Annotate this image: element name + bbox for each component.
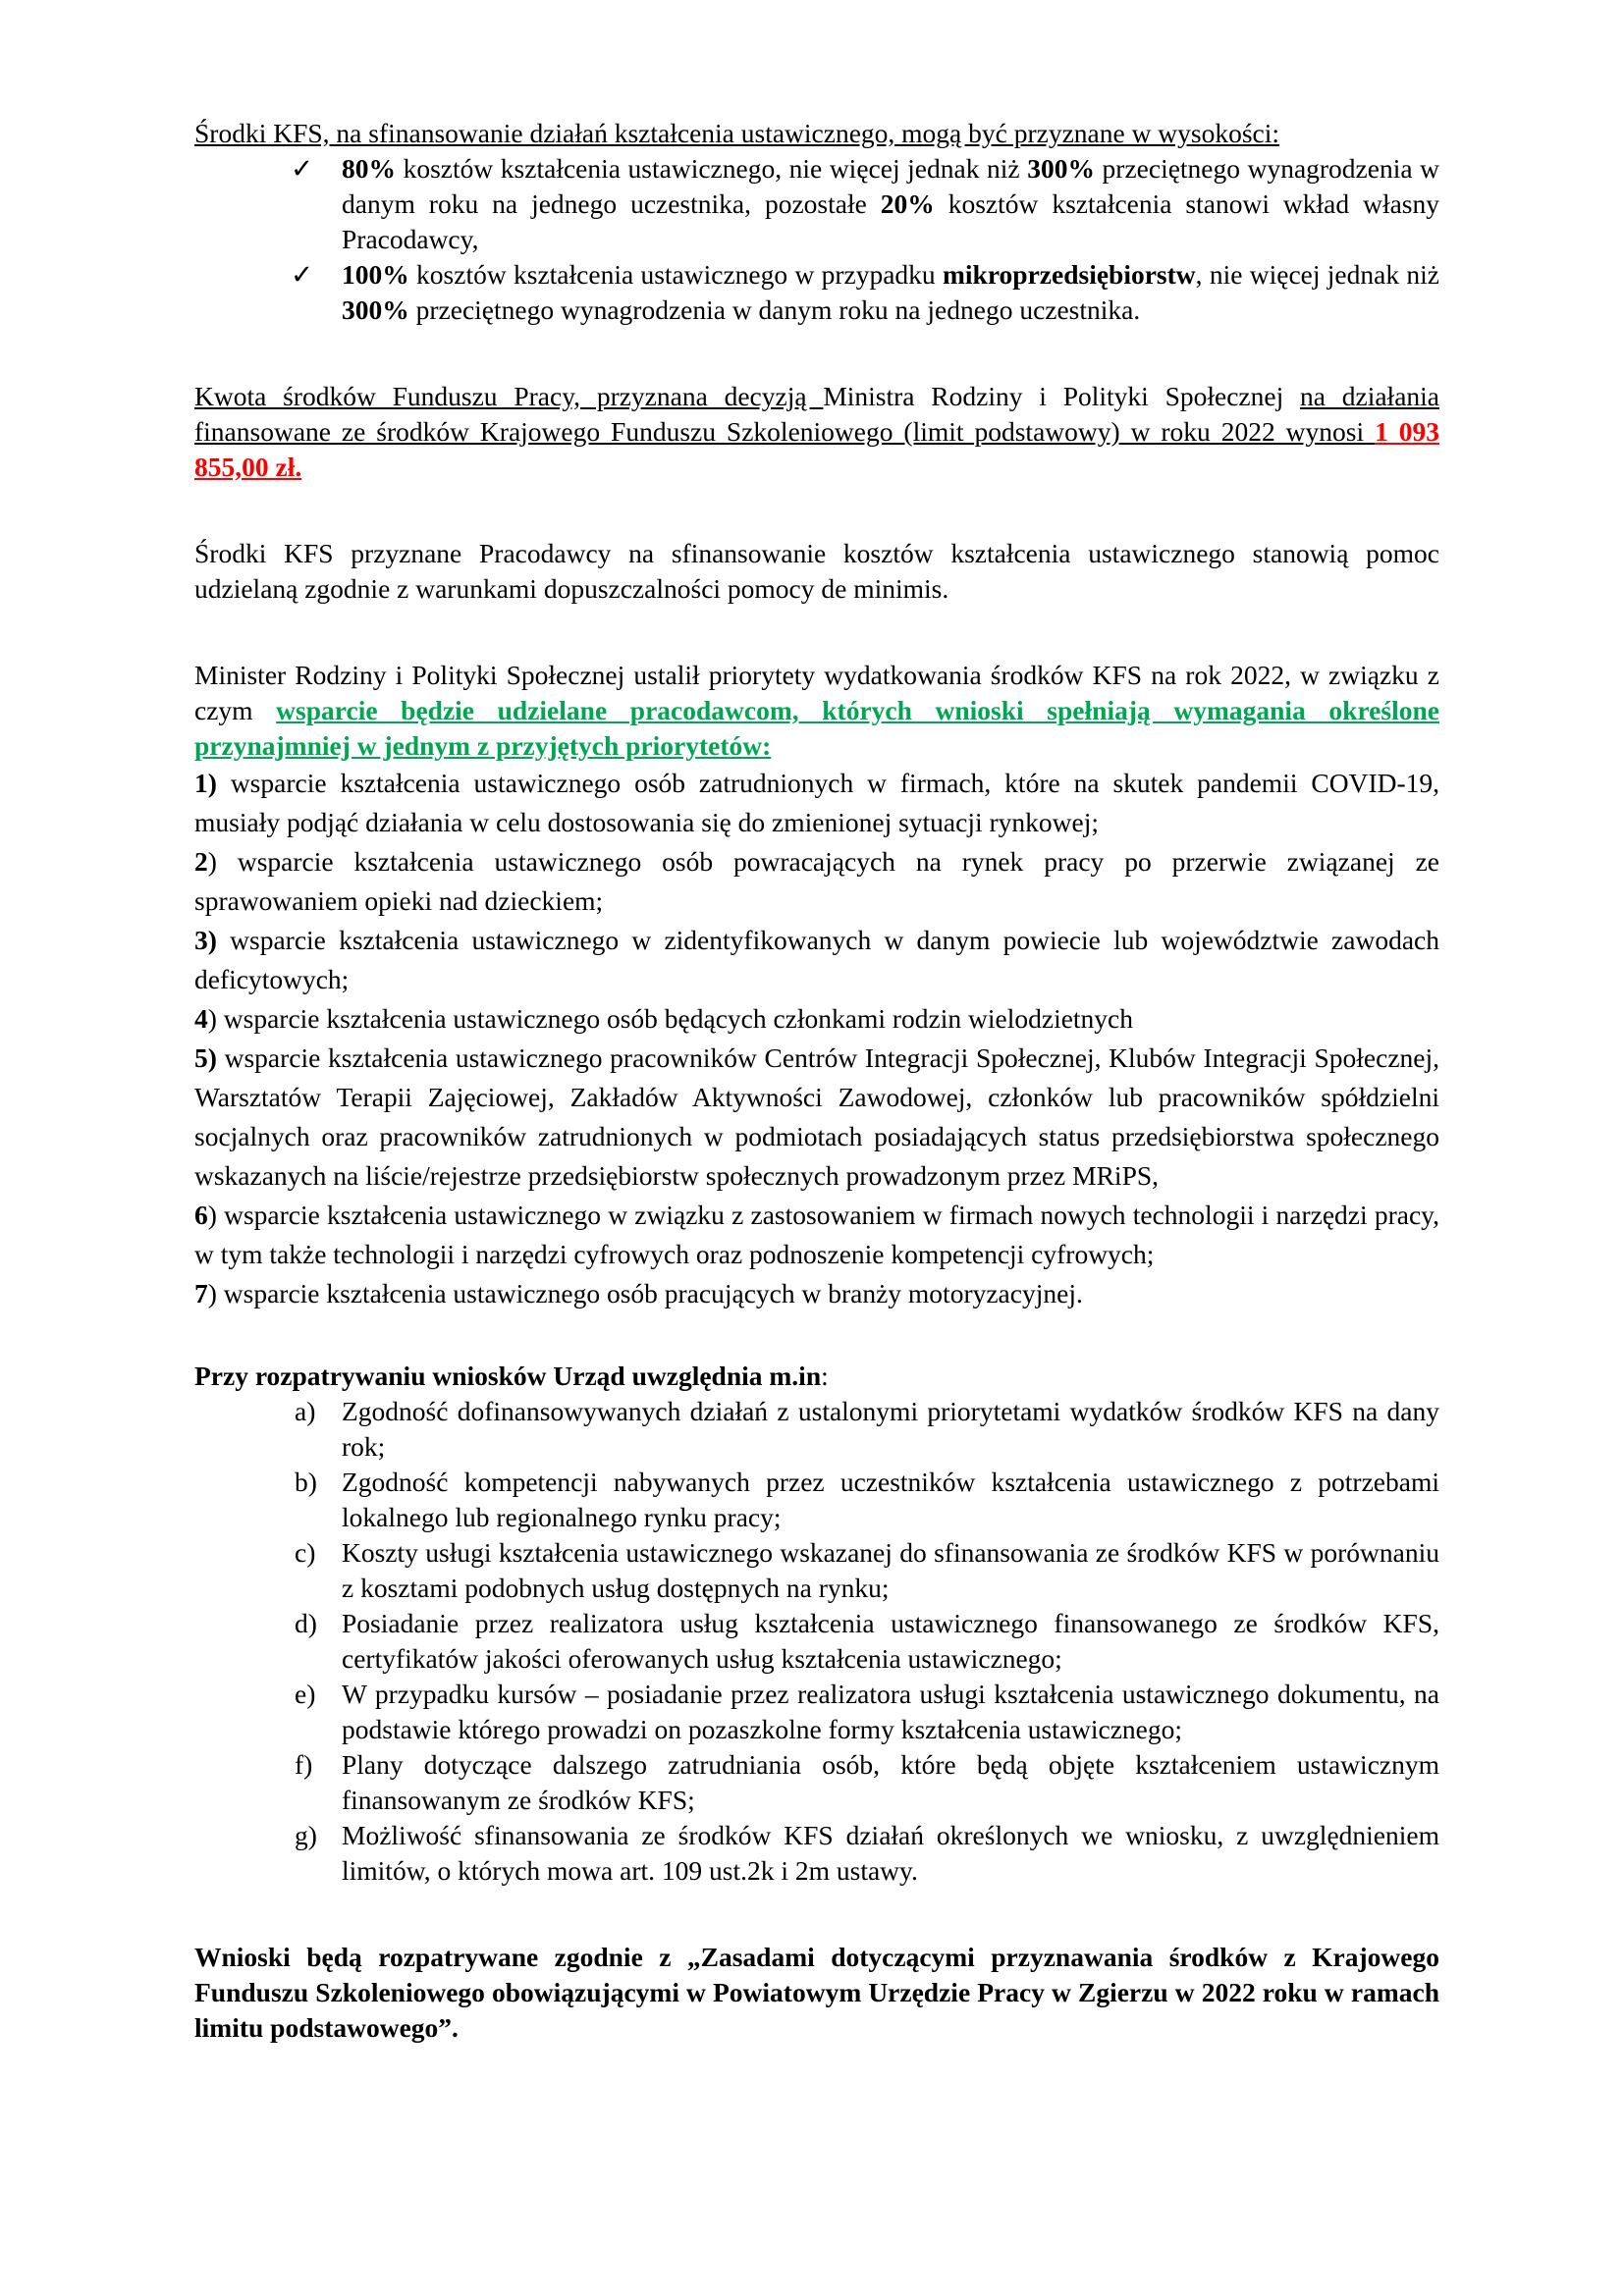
checkmark-icon: ✓	[291, 153, 314, 184]
priority-item: 6) wsparcie kształcenia ustawicznego w związku z zastosowaniem w firmach nowych technologii i narzędzi pracy, w tym także technologii i narzędzi cyfrowych oraz podnoszenie kompetencji cyfrowych;	[194, 1200, 1439, 1269]
priority-item: 5) wsparcie kształcenia ustawicznego pracowników Centrów Integracji Społecznej, Klubów Integracji Społecznej, Warsztatów Terapii Zajęciowej, Zakładów Aktywności Zawodowej, członków lub pracowników spółdzielni socjalnych oraz pracowników zatrudnionych w podmiotach posiadających status przedsiębiorstwa społecznego wskazanych na liście/rejestrze przedsiębiorstw społecznych prowadzonym przez MRiPS,	[194, 1042, 1439, 1191]
fund-amount-value: 1 093 855,00 zł.	[194, 416, 1440, 482]
funding-level-item: ✓ 80% kosztów kształcenia ustawicznego, nie więcej jednak niż 300% przeciętnego wynagrodzenia w danym roku na jednego uczestnika, pozostałe 20% kosztów kształcenia stanowi wkład własny Pracodawcy,	[291, 153, 1440, 254]
criteria-item: f) Plany dotyczące dalszego zatrudniania osób, które będą objęte kształceniem ustawicznym finansowanym ze środków KFS;	[295, 1749, 1439, 1815]
priority-item: 1) wsparcie kształcenia ustawicznego osób zatrudnionych w firmach, które na skutek pandemii COVID-19, musiały podjąć działania w celu dostosowania się do zmienionej sytuacji rynkowej;	[194, 768, 1439, 837]
criteria-list	[194, 1394, 1439, 1889]
criteria-item: d) Posiadanie przez realizatora usług kształcenia ustawicznego finansowanego ze środków KFS, certyfikatów jakości oferowanych usług kształcenia ustawicznego;	[295, 1608, 1439, 1674]
funding-level-item: ✓ 100% kosztów kształcenia ustawicznego w przypadku mikroprzedsiębiorstw, nie więcej jednak niż 300% przeciętnego wynagrodzenia w danym roku na jednego uczestnika.	[291, 259, 1439, 325]
criteria-item: g) Możliwość sfinansowania ze środków KFS działań określonych we wniosku, z uwzględnieniem limitów, o których mowa art. 109 ust.2k i 2m ustawy.	[295, 1820, 1439, 1886]
document-page	[194, 116, 1439, 2046]
funding-intro: Środki KFS, na sfinansowanie działań kształcenia ustawicznego, mogą być przyznane w wysokości:	[194, 118, 1280, 148]
criteria-item: c) Koszty usługi kształcenia ustawicznego wskazanej do sfinansowania ze środków KFS w porównaniu z kosztami podobnych usług dostępnych na rynku;	[295, 1537, 1439, 1603]
priorities-intro: Minister Rodziny i Polityki Społecznej ustalił priorytety wydatkowania środków KFS na rok 2022, w związku z czym wsparcie będzie udzielane pracodawcom, których wnioski spełniają wymagania określone przynajmniej w jednym z przyjętych priorytetów:	[194, 660, 1439, 761]
priority-item: 7) wsparcie kształcenia ustawicznego osób pracujących w branży motoryzacyjnej.	[194, 1278, 1083, 1308]
criteria-item: a) Zgodność dofinansowywanych działań z ustalonymi priorytetami wydatków środków KFS na dany rok;	[295, 1396, 1439, 1462]
funding-levels-list	[194, 151, 1439, 328]
de-minimis-paragraph: Środki KFS przyznane Pracodawcy na sfinansowanie kosztów kształcenia ustawicznego stanowią pomoc udzielaną zgodnie z warunkami dopuszczalności pomocy de minimis.	[194, 538, 1439, 604]
priority-item: 2) wsparcie kształcenia ustawicznego osób powracających na rynek pracy po przerwie związanej ze sprawowaniem opieki nad dzieckiem;	[194, 846, 1439, 916]
fund-amount-paragraph: Kwota środków Funduszu Pracy, przyznana decyzją Ministra Rodziny i Polityki Społecznej na działania finansowane ze środków Krajowego Funduszu Szkoleniowego (limit podstawowy) w roku 2022 wynosi 1 093 855,00 zł.	[194, 381, 1440, 482]
priority-item: 4) wsparcie kształcenia ustawicznego osób będących członkami rodzin wielodzietnych	[194, 1003, 1134, 1034]
priority-item: 3) wsparcie kształcenia ustawicznego w zidentyfikowanych w danym powiecie lub województwie zawodach deficytowych;	[194, 925, 1439, 994]
closing-paragraph: Wnioski będą rozpatrywane zgodnie z „Zasadami dotyczącymi przyznawania środków z Krajowego Funduszu Szkoleniowego obowiązującymi w Powiatowym Urzędzie Pracy w Zgierzu w 2022 roku w ramach limitu podstawowego”.	[194, 1942, 1439, 2043]
criteria-item: e) W przypadku kursów – posiadanie przez realizatora usługi kształcenia ustawicznego dokumentu, na podstawie którego prowadzi on pozaszkolne formy kształcenia ustawicznego;	[295, 1679, 1439, 1744]
criteria-item: b) Zgodność kompetencji nabywanych przez uczestników kształcenia ustawicznego z potrzebami lokalnego lub regionalnego rynku pracy;	[295, 1467, 1439, 1532]
priorities-highlight: wsparcie będzie udzielane pracodawcom, których wnioski spełniają wymagania określone przynajmniej w jednym z przyjętych priorytetów:	[194, 695, 1439, 761]
priorities-section	[194, 658, 1439, 1313]
criteria-heading: Przy rozpatrywaniu wniosków Urząd uwzględnia m.in:	[194, 1361, 829, 1391]
checkmark-icon: ✓	[291, 259, 314, 290]
